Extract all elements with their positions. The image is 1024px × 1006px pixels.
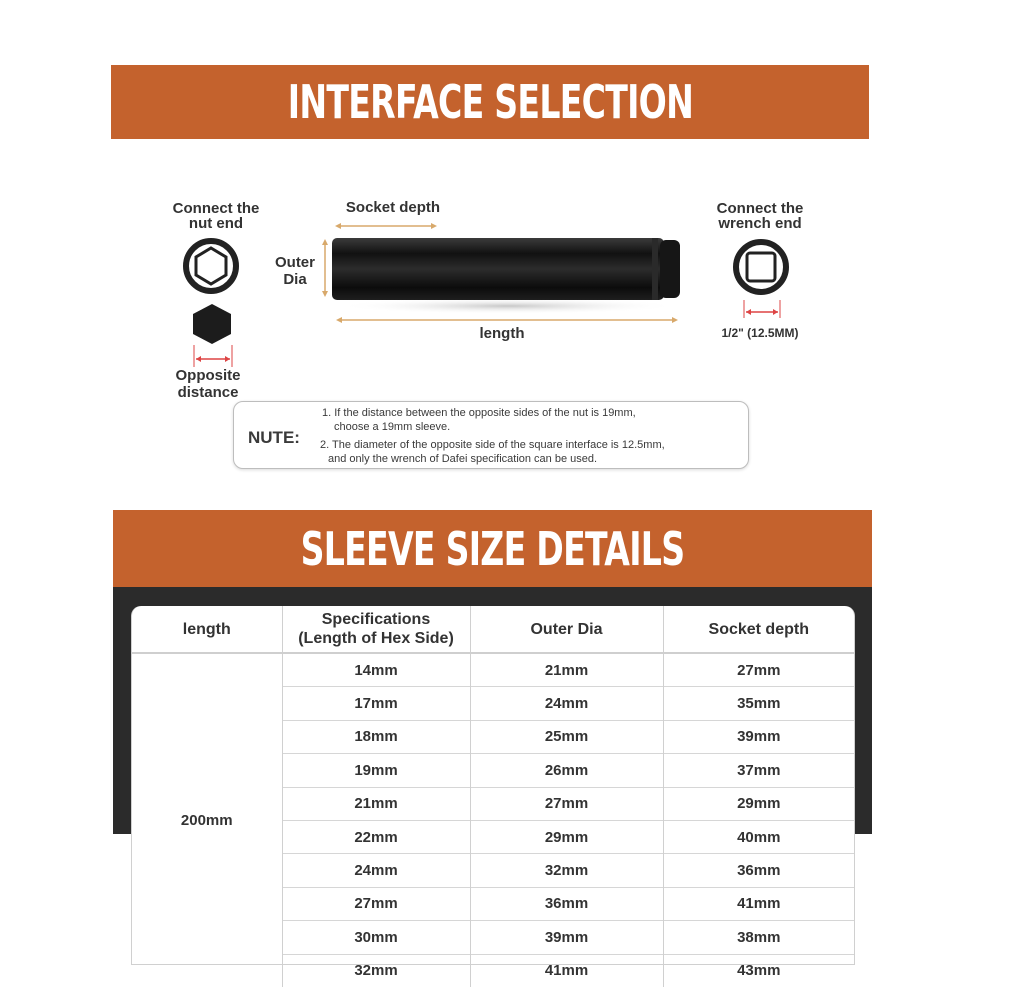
- socket-sleeve-image: [330, 234, 686, 316]
- socket-depth-arrow: [333, 221, 439, 231]
- sleeve-size-table: [132, 606, 854, 987]
- sleeve-size-title: SLEEVE SIZE DETAILS: [300, 522, 685, 576]
- note-line-1: 1. If the distance between the opposite sides of the nut is 19mm,: [322, 407, 636, 419]
- outer-cell: 24mm: [470, 687, 663, 720]
- spec-cell: 14mm: [282, 653, 470, 687]
- socket-depth-label: Socket depth: [345, 199, 441, 216]
- sleeve-size-table-card: [131, 606, 855, 980]
- outer-cell: 32mm: [470, 854, 663, 887]
- length-arrow: [334, 315, 680, 325]
- outer-cell: 41mm: [470, 954, 663, 987]
- header-specifications: Specifications (Length of Hex Side): [282, 606, 470, 653]
- hexagon-socket-icon: [181, 238, 241, 294]
- note-label: NUTE:: [248, 428, 300, 447]
- spec-cell: 22mm: [282, 820, 470, 853]
- table-row: [132, 653, 854, 687]
- square-size-label: 1/2" (12.5MM): [721, 326, 799, 340]
- header-socket-depth: Socket depth: [663, 606, 854, 653]
- length-cell: 200mm: [132, 653, 282, 987]
- depth-cell: 29mm: [663, 787, 854, 820]
- header-outer-dia: Outer Dia: [470, 606, 663, 653]
- depth-cell: 37mm: [663, 754, 854, 787]
- sleeve-size-banner: [113, 510, 872, 588]
- spec-cell: 18mm: [282, 720, 470, 753]
- depth-cell: 40mm: [663, 820, 854, 853]
- length-label: length: [479, 325, 525, 342]
- depth-cell: 43mm: [663, 954, 854, 987]
- interface-selection-banner: [111, 65, 869, 139]
- note-line-2b: and only the wrench of Dafei specification can be used.: [328, 453, 598, 465]
- depth-cell: 36mm: [663, 854, 854, 887]
- outer-cell: 26mm: [470, 754, 663, 787]
- interface-selection-title: INTERFACE SELECTION: [287, 75, 693, 129]
- spec-cell: 32mm: [282, 954, 470, 987]
- header-length: length: [132, 606, 282, 653]
- spec-cell: 21mm: [282, 787, 470, 820]
- outer-cell: 36mm: [470, 887, 663, 920]
- outer-dia-arrow: [320, 237, 330, 299]
- square-drive-icon: [731, 238, 791, 296]
- table-header-row: [132, 606, 854, 653]
- note-box: [233, 401, 749, 469]
- depth-cell: 41mm: [663, 887, 854, 920]
- opposite-distance-label: Opposite distance: [175, 367, 241, 401]
- spec-cell: 27mm: [282, 887, 470, 920]
- outer-dia-label: Outer Dia: [274, 254, 315, 288]
- outer-cell: 21mm: [470, 653, 663, 687]
- square-size-arrow: [740, 300, 784, 324]
- depth-cell: 38mm: [663, 921, 854, 954]
- depth-cell: 27mm: [663, 653, 854, 687]
- wrench-end-label: Connect the wrench end: [716, 200, 804, 232]
- outer-cell: 25mm: [470, 720, 663, 753]
- outer-cell: 39mm: [470, 921, 663, 954]
- depth-cell: 39mm: [663, 720, 854, 753]
- note-line-1b: choose a 19mm sleeve.: [334, 421, 451, 433]
- nut-end-label: Connect the nut end: [172, 200, 260, 232]
- spec-cell: 24mm: [282, 854, 470, 887]
- note-line-2: 2. The diameter of the opposite side of the square interface is 12.5mm,: [320, 439, 665, 451]
- spec-cell: 17mm: [282, 687, 470, 720]
- spec-cell: 19mm: [282, 754, 470, 787]
- outer-cell: 27mm: [470, 787, 663, 820]
- depth-cell: 35mm: [663, 687, 854, 720]
- hex-nut-icon: [187, 302, 237, 346]
- outer-cell: 29mm: [470, 820, 663, 853]
- spec-cell: 30mm: [282, 921, 470, 954]
